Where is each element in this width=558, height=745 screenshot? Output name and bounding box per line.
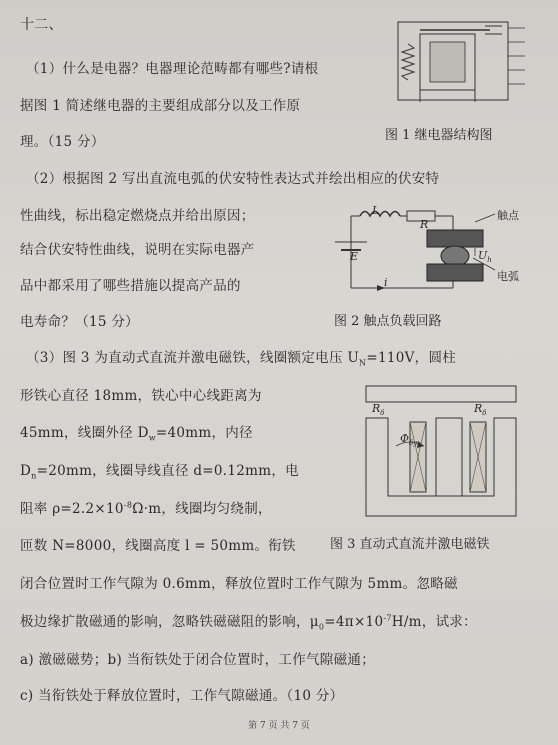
q3-line-3: 45mm，线圈外径 $D_w=40mm$，内径 [20,425,253,443]
page-footer: 第 7 页 共 7 页 [248,721,310,731]
q3-line-9: a) 激磁磁势；b) 当衔铁处于闭合位置时，工作气隙磁通； [20,652,376,668]
figure-2-label-arc-voltage: $U_h$ [478,249,492,265]
figure-1-caption: 图 1 继电器结构图 [385,128,493,143]
q2-line-1: （2）根据图 2 写出直流电弧的伏安特性表达式并绘出相应的伏安特 [26,171,440,187]
q2-line-5: 电寿命？（15 分） [20,314,139,330]
figure-2-label-i: i [384,276,388,289]
q3-line-4: $D_n=20mm$，线圈导线直径 d=0.12mm，电 [20,463,299,481]
q1-line-2: 据图 1 简述继电器的主要组成部分以及工作原 [20,98,301,114]
q1-line-3: 理。（15 分） [20,134,105,150]
figure-3-label-flux: $\Phi_{\delta y}$ [400,432,418,448]
q3-line-5: 阻率 $\rho=2.2\times 10^{-8}\Omega\cdot m$，线圈均匀绕制， [20,500,272,517]
q3-line-10: c) 当衔铁处于释放位置时，工作气隙磁通。（10 分） [20,688,344,704]
q2-line-4: 品中都采用了哪些措施以提高产品的 [20,278,241,294]
q3-line-1: （3）图 3 为直动式直流并激电磁铁，线圈额定电压 $U_N=110V$，圆柱 [26,350,457,368]
q2-line-2: 性曲线，标出稳定燃烧点并给出原因； [20,208,255,224]
figure-3-label-rd-left: $R_\delta$ [372,402,385,418]
figure-2-label-contact: 触点 [497,209,519,222]
q3-line-8: 极边缘扩散磁通的影响，忽略铁磁磁阻的影响，$\mu_0=4\pi\times 10^{-7}H/m$，试求： [20,613,477,632]
figure-3-caption: 图 3 直动式直流并激电磁铁 [330,537,490,552]
figure-2-label-R: R [420,218,429,231]
q3-line-7: 闭合位置时工作气隙为 0.6mm，释放位置时工作气隙为 5mm。忽略磁 [20,576,458,592]
figure-2-label-L: L [372,204,380,217]
figure-2-label-E: E [350,250,359,263]
figure-2-label-arc: 电弧 [497,270,519,283]
q3-line-6: 匝数 N=8000，线圈高度 l = 50mm。衔铁 [20,538,296,554]
section-heading: 十二、 [20,17,63,33]
figure-2-caption: 图 2 触点负载回路 [334,314,442,329]
q2-line-3: 结合伏安特性曲线，说明在实际电器产 [20,242,255,258]
figure-3-label-rd-right: $R_\delta$ [474,402,487,418]
q1-line-1: （1）什么是电器？电器理论范畴都有哪些?请根 [26,61,319,77]
q3-line-2: 形铁心直径 18mm，铁心中心线距离为 [20,388,262,404]
figure-1-relay-diagram [390,18,525,108]
